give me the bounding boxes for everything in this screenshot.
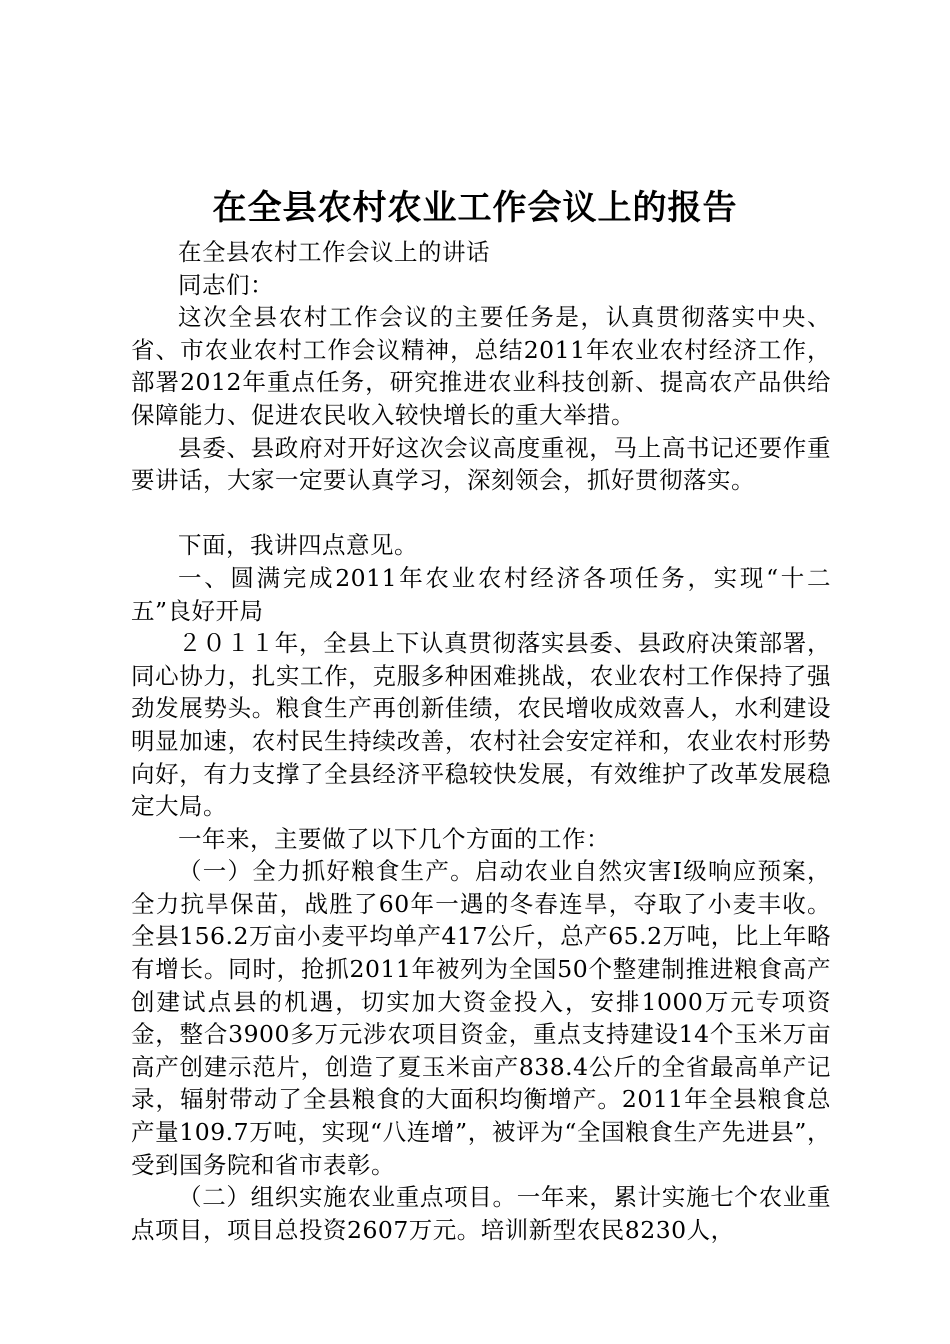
paragraph-four-points: 下面，我讲四点意见。 [178, 531, 418, 560]
paragraph-2011-summary: ２０１１年，全县上下认真贯彻落实县委、县政府决策部署，同心协力，扎实工作，克服多种困难挑战，农业农村工作保持了强劲发展势头。粮食生产再创新佳绩，农民增收成效喜人，水利建设明显加速，农村民生持续改善，农村社会安定祥和，农业农村形势向好，有力支撑了全县经济平稳较快发展，有效维护了改革发展稳定大局。 [131, 629, 831, 821]
speech-subtitle: 在全县农村工作会议上的讲话 [178, 238, 490, 266]
blank-line [131, 497, 831, 530]
paragraph-grain-production: （一）全力抓好粮食生产。启动农业自然灾害Ⅰ级响应预案，全力抗旱保苗，战胜了60年一遇的冬春连旱，夺取了小麦丰收。全县156.2万亩小麦平均单产417公斤，总产65.2万吨，比上年略有增长。同时，抢抓2011年被列为全国50个整建制推进粮食高产创建试点县的机遇，切实加大资金投入，安排1000万元专项资金，整合3900多万元涉农项目资金，重点支持建设14个玉米万亩高产创建示范片，创造了夏玉米亩产838.4公斤的全省最高单产记录，辐射带动了全县粮食的大面积均衡增产。2011年全县粮食总产量109.7万吨，实现“八连增”，被评为“全国粮食生产先进县”，受到国务院和省市表彰。 [131, 857, 831, 1179]
salutation: 同志们： [178, 270, 274, 299]
section-heading-one: 一、圆满完成2011年农业农村经济各项任务，实现“十二五”良好开局 [131, 563, 831, 625]
paragraph-key-projects: （二）组织实施农业重点项目。一年来，累计实施七个农业重点项目，项目总投资2607万元。培训新型农民8230人， [131, 1183, 831, 1244]
paragraph-importance: 县委、县政府对开好这次会议高度重视，马上高书记还要作重要讲话，大家一定要认真学习，深刻领会，抓好贯彻落实。 [131, 433, 831, 495]
paragraph-work-intro: 一年来，主要做了以下几个方面的工作： [178, 824, 610, 853]
paragraph-meeting-task: 这次全县农村工作会议的主要任务是，认真贯彻落实中央、省、市农业农村工作会议精神，总结2011年农业农村经济工作，部署2012年重点任务，研究推进农业科技创新、提高农产品供给保障能力、促进农民收入较快增长的重大举措。 [131, 303, 831, 429]
document-title: 在全县农村农业工作会议上的报告 [212, 188, 738, 228]
document-body [131, 236, 831, 1246]
